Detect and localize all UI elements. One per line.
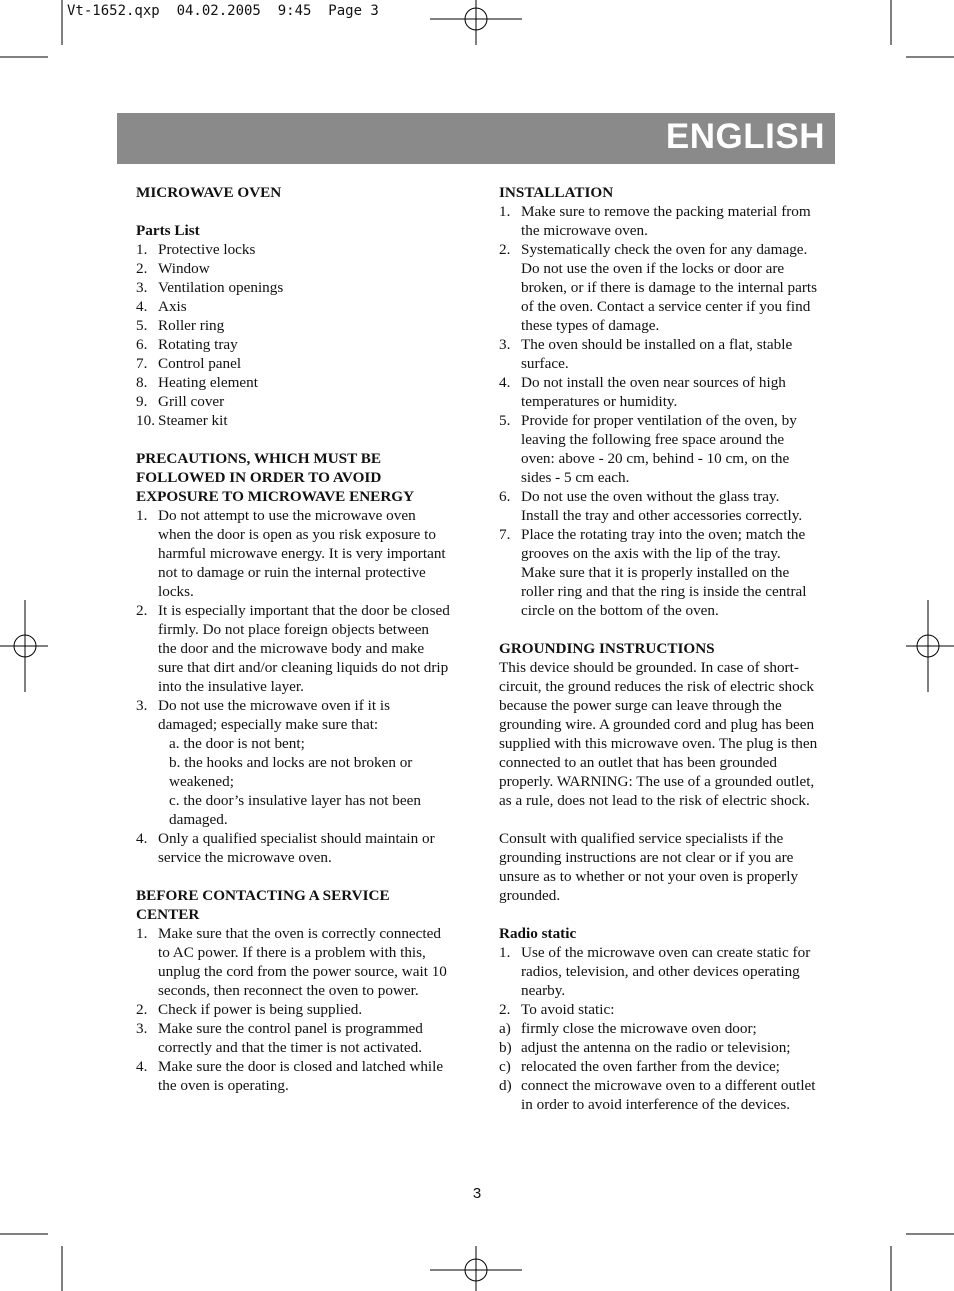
item-number: 10. xyxy=(136,412,155,429)
list-item xyxy=(136,392,450,411)
list-item xyxy=(499,1019,819,1038)
grounding-paragraph: This device should be grounded. In case of short-circuit, the ground reduces the risk of electric shock because the power surge can leave through the grounding wire. A grounded cord and plug has been supplied with this microwave oven. The plug is then connected to an outlet that has been grounded properly. WARNING: The use of a grounded outlet, as a rule, does not lead to the risk of electric shock. xyxy=(499,659,818,809)
item-number: 2. xyxy=(136,602,148,619)
item-number: 1. xyxy=(136,507,148,524)
item-number: 5. xyxy=(136,317,148,334)
precautions-section xyxy=(136,449,450,867)
item-number: 2. xyxy=(136,1001,148,1018)
item-number: 3. xyxy=(499,336,511,353)
item-number: 3. xyxy=(136,1020,148,1037)
item-text: Check if power is being supplied. xyxy=(158,1001,363,1018)
grounding-heading: GROUNDING INSTRUCTIONS xyxy=(499,640,715,657)
item-text: firmly close the microwave oven door; xyxy=(521,1020,757,1037)
item-text: Do not use the oven without the glass tray. Install the tray and other accessories correctly. xyxy=(521,488,803,524)
item-number: 5. xyxy=(499,412,511,429)
list-item xyxy=(499,1057,819,1076)
item-number: 4. xyxy=(499,374,511,391)
item-text: Use of the microwave oven can create static for radios, television, and other devices operating nearby. xyxy=(521,944,811,999)
print-slug: Vt-1652.qxp 04.02.2005 9:45 Page 3 xyxy=(67,3,379,19)
list-item xyxy=(136,411,450,430)
list-item xyxy=(136,316,450,335)
parts-heading: Parts List xyxy=(136,222,200,239)
list-item xyxy=(499,1076,819,1114)
precautions-heading: PRECAUTIONS, WHICH MUST BE FOLLOWED IN ORDER TO AVOID EXPOSURE TO MICROWAVE ENERGY xyxy=(136,450,415,505)
item-text: Only a qualified specialist should maintain or service the microwave oven. xyxy=(158,830,435,866)
item-number: 6. xyxy=(136,336,148,353)
item-text: Rotating tray xyxy=(158,336,238,353)
list-item xyxy=(499,1000,819,1019)
list-item xyxy=(136,354,450,373)
item-number: 1. xyxy=(136,241,148,258)
item-text: Provide for proper ventilation of the oven, by leaving the following free space around the oven: above - 20 cm, behind - 10 cm, on the sides - 5 cm each. xyxy=(521,412,797,486)
item-text: To avoid static: xyxy=(521,1001,615,1018)
item-text: Ventilation openings xyxy=(158,279,284,296)
item-text: Window xyxy=(158,260,210,277)
item-number: d) xyxy=(499,1077,512,1094)
item-number: 2. xyxy=(136,260,148,277)
item-text: adjust the antenna on the radio or television; xyxy=(521,1039,791,1056)
installation-list xyxy=(499,202,819,620)
radio-list xyxy=(499,943,819,1114)
item-text: Make sure the control panel is programmed correctly and that the timer is not activated. xyxy=(158,1020,423,1056)
right-column xyxy=(499,183,819,1133)
item-number: 8. xyxy=(136,374,148,391)
item-number: 2. xyxy=(499,1001,511,1018)
list-item xyxy=(136,259,450,278)
registration-mark-bottom xyxy=(430,1246,522,1291)
item-text: Axis xyxy=(158,298,187,315)
grounding-section xyxy=(499,639,819,810)
item-text: Control panel xyxy=(158,355,242,372)
item-number: 1. xyxy=(136,925,148,942)
parts-list xyxy=(136,240,450,430)
radio-heading: Radio static xyxy=(499,925,577,942)
radio-section xyxy=(499,924,819,1114)
banner-title: ENGLISH xyxy=(665,117,825,156)
list-item xyxy=(499,487,819,525)
item-text: Make sure the door is closed and latched while the oven is operating. xyxy=(158,1058,444,1094)
registration-mark-left xyxy=(0,600,48,692)
item-text: Steamer kit xyxy=(158,412,228,429)
list-item xyxy=(499,525,819,620)
registration-mark-right xyxy=(906,600,954,692)
list-item xyxy=(136,696,450,734)
item-text: Make sure to remove the packing material from the microwave oven. xyxy=(521,203,811,239)
service-list xyxy=(136,924,450,1095)
sub-item: a. the door is not bent; xyxy=(169,735,305,752)
item-number: 7. xyxy=(136,355,148,372)
list-item xyxy=(136,1019,450,1057)
item-number: c) xyxy=(499,1058,511,1075)
language-banner xyxy=(117,113,835,164)
item-text: Do not use the microwave oven if it is damaged; especially make sure that: xyxy=(158,697,390,733)
precautions-list xyxy=(136,506,450,734)
installation-heading: INSTALLATION xyxy=(499,184,614,201)
item-text: The oven should be installed on a flat, stable surface. xyxy=(521,336,793,372)
sub-item: c. the door’s insulative layer has not been damaged. xyxy=(169,792,421,828)
list-item xyxy=(136,1000,450,1019)
list-item xyxy=(499,240,819,335)
item-number: 4. xyxy=(136,830,148,847)
item-number: 6. xyxy=(499,488,511,505)
list-item xyxy=(136,1057,450,1095)
item-number: 3. xyxy=(136,279,148,296)
item-number: 1. xyxy=(499,203,511,220)
list-item xyxy=(499,1038,819,1057)
item-number: 3. xyxy=(136,697,148,714)
item-number: 7. xyxy=(499,526,511,543)
grounding-consult-paragraph: Consult with qualified service specialists if the grounding instructions are not clear or if you are unsure as to whether or not your oven is properly grounded. xyxy=(499,830,799,904)
list-item xyxy=(136,924,450,1000)
service-section xyxy=(136,886,450,1095)
list-item xyxy=(136,278,450,297)
list-item xyxy=(499,411,819,487)
list-item xyxy=(136,335,450,354)
parts-section xyxy=(136,221,450,430)
item-text: connect the microwave oven to a different outlet in order to avoid interference of the devices. xyxy=(521,1077,816,1113)
list-item xyxy=(499,943,819,1000)
item-text: Protective locks xyxy=(158,241,256,258)
service-heading: BEFORE CONTACTING A SERVICE CENTER xyxy=(136,887,390,923)
page-number: 3 xyxy=(472,1185,482,1202)
sub-item: b. the hooks and locks are not broken or weakened; xyxy=(169,754,413,790)
item-number: 4. xyxy=(136,298,148,315)
list-item xyxy=(136,601,450,696)
item-text: Do not attempt to use the microwave oven when the door is open as you risk exposure to harmful microwave energy. It is very important not to damage or ruin the internal protective locks. xyxy=(158,507,446,600)
item-text: relocated the oven farther from the device; xyxy=(521,1058,780,1075)
list-item xyxy=(499,373,819,411)
precautions-list-cont xyxy=(136,829,450,867)
item-text: Grill cover xyxy=(158,393,225,410)
item-number: 4. xyxy=(136,1058,148,1075)
list-item xyxy=(136,506,450,601)
list-item xyxy=(136,373,450,392)
list-item xyxy=(499,202,819,240)
item-text: Systematically check the oven for any damage. Do not use the oven if the locks or door are broken, or if there is damage to the internal parts of the oven. Contact a service center if you find these types of damage. xyxy=(521,241,818,334)
item-number: 2. xyxy=(499,241,511,258)
item-text: It is especially important that the door be closed firmly. Do not place foreign objects between the door and the microwave body and make sure that dirt and/or cleaning liquids do not drip into the insulative layer. xyxy=(158,602,450,695)
left-column xyxy=(136,183,450,1114)
item-number: b) xyxy=(499,1039,512,1056)
list-item xyxy=(136,297,450,316)
document-title: MICROWAVE OVEN xyxy=(136,184,282,201)
item-text: Roller ring xyxy=(158,317,225,334)
list-item xyxy=(136,829,450,867)
item-text: Make sure that the oven is correctly connected to AC power. If there is a problem with this, unplug the cord from the power source, wait 10 seconds, then reconnect the oven to power. xyxy=(158,925,447,999)
item-text: Place the rotating tray into the oven; match the grooves on the axis with the lip of the tray. Make sure that it is properly installed on the roller ring and that the ring is inside the central circle on the bottom of the oven. xyxy=(521,526,807,619)
item-number: 9. xyxy=(136,393,148,410)
list-item xyxy=(136,240,450,259)
item-number: a) xyxy=(499,1020,511,1037)
item-text: Do not install the oven near sources of high temperatures or humidity. xyxy=(521,374,786,410)
registration-mark-top xyxy=(430,0,522,45)
item-number: 1. xyxy=(499,944,511,961)
item-text: Heating element xyxy=(158,374,258,391)
installation-section xyxy=(499,183,819,620)
list-item xyxy=(499,335,819,373)
